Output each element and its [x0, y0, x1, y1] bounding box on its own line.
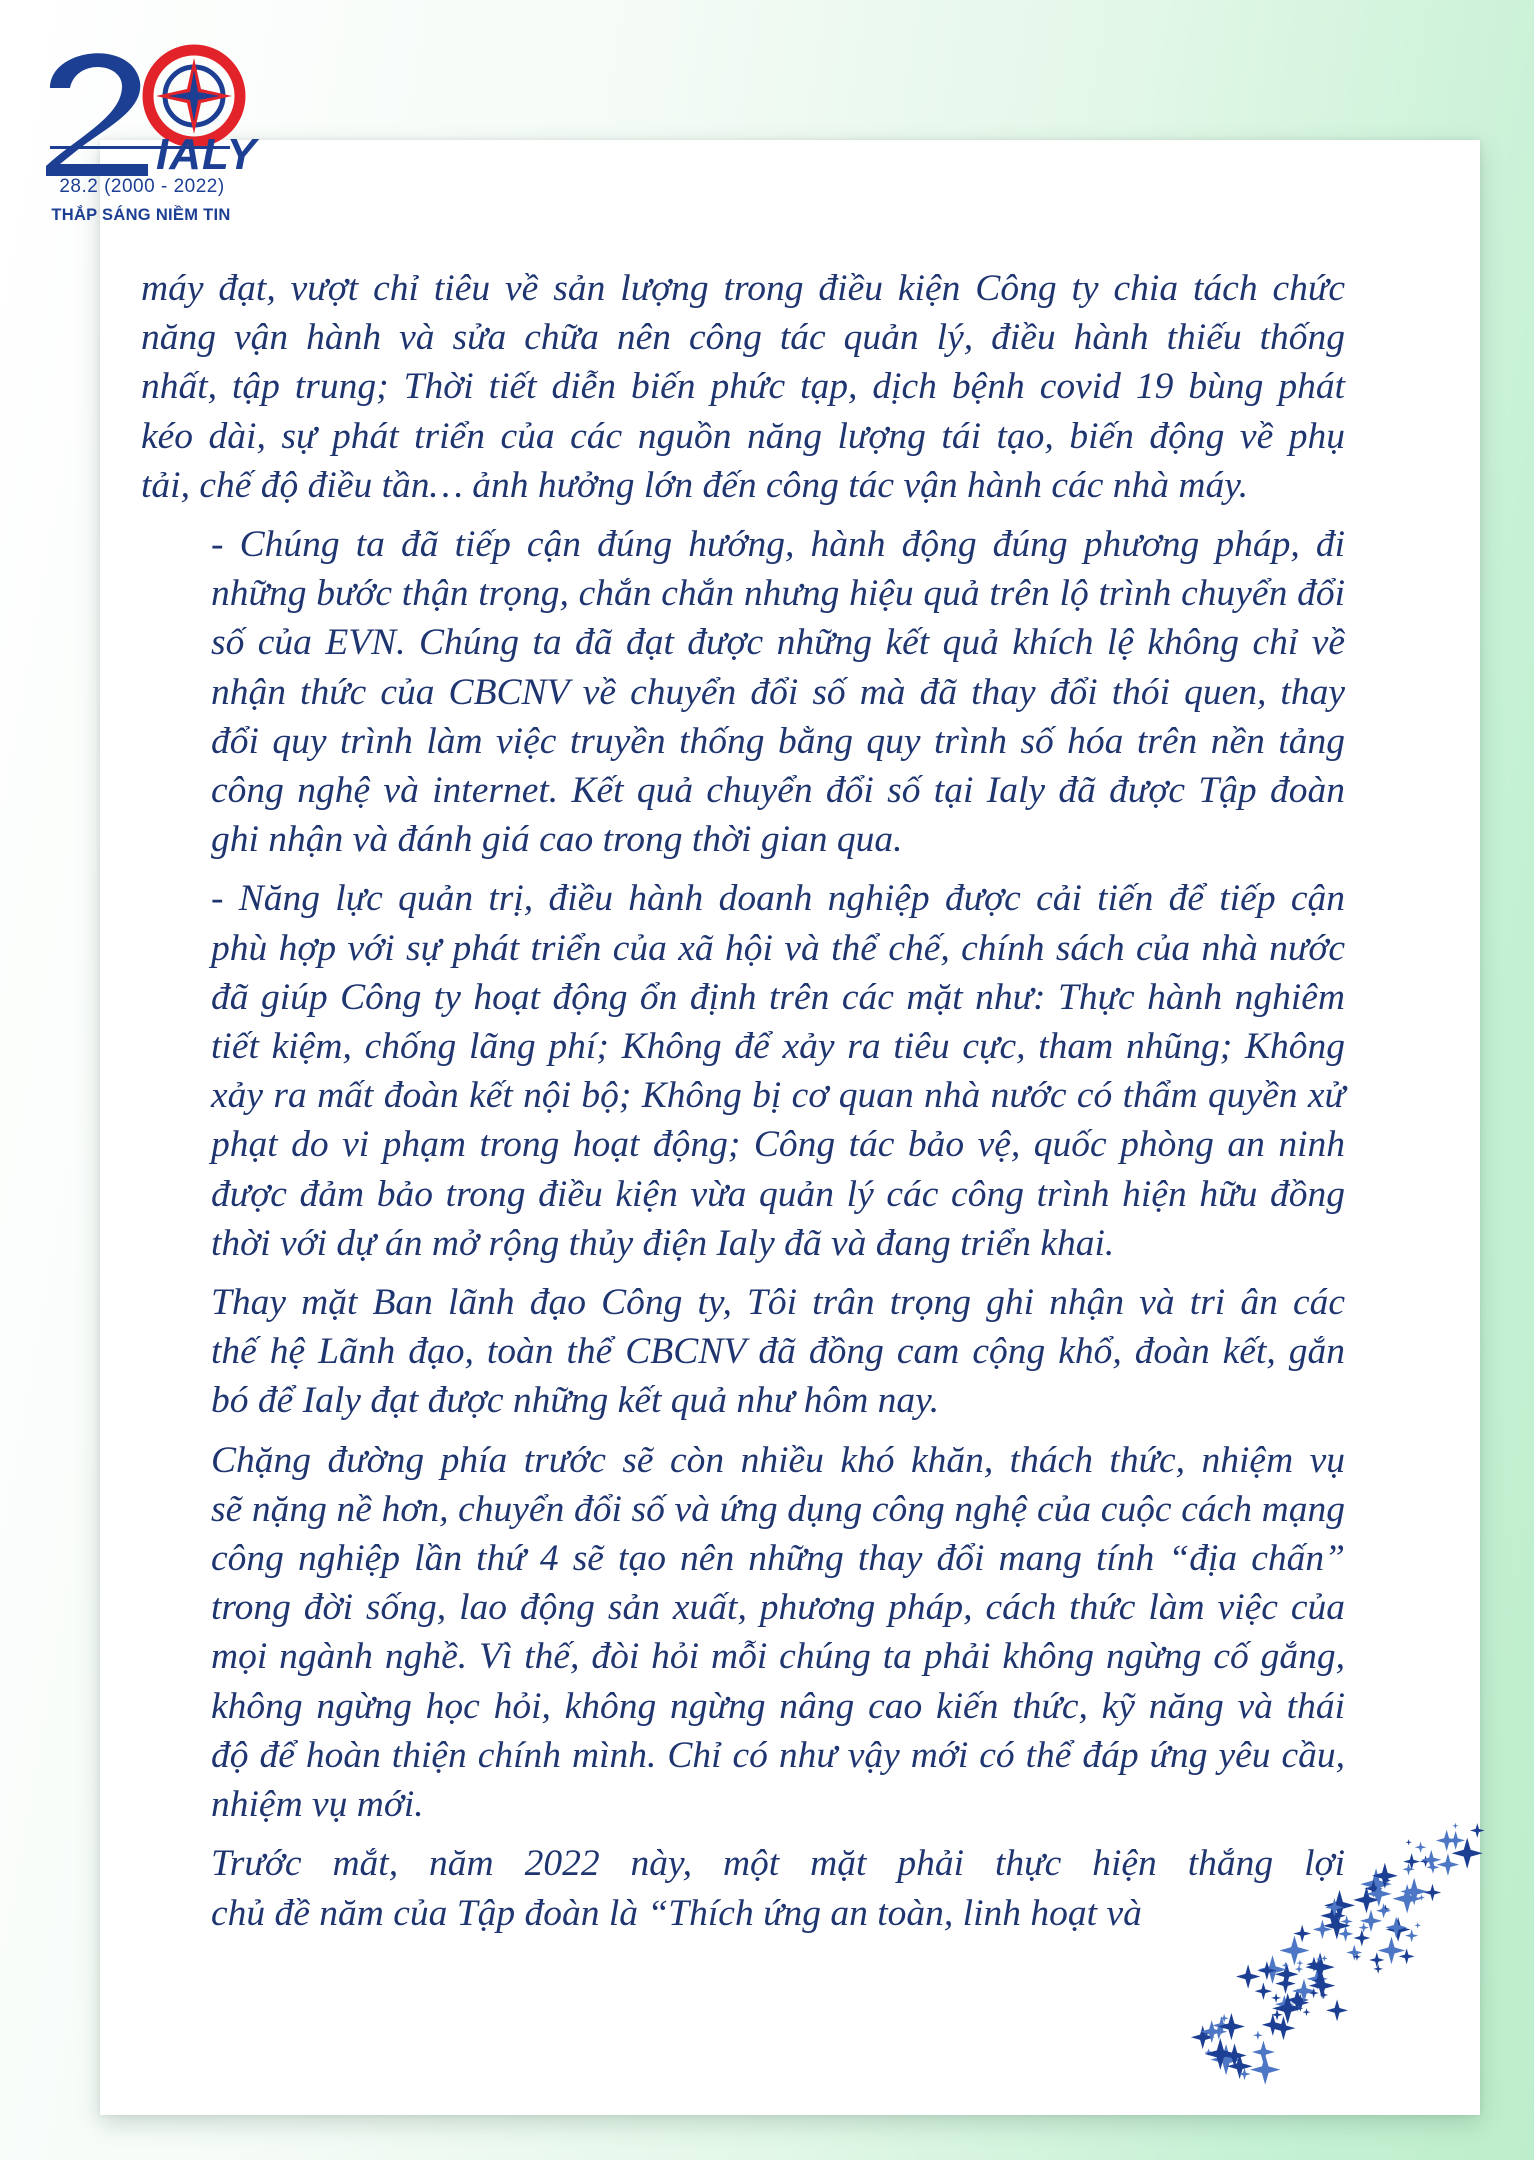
- sparkle-star-icon: [1414, 1922, 1421, 1929]
- text-line: máy đạt, vượt chỉ tiêu về sản lượng trong điều kiện Công ty chia tách chức: [141, 268, 1345, 309]
- text-line: đổi quy trình làm việc truyền thống bằng quy trình số hóa trên nền tảng: [211, 720, 1345, 762]
- text-line: tải, chế độ điều tần… ảnh hưởng lớn đến công tác vận hành các nhà máy.: [141, 464, 1249, 506]
- sparkle-star-icon: [1253, 2030, 1263, 2040]
- sparkle-star-icon: [1358, 1922, 1368, 1932]
- text-line: ghi nhận và đánh giá cao trong thời gian qua.: [211, 819, 903, 861]
- paragraph: [141, 1278, 1345, 1426]
- sparkle-star-icon: [1353, 1930, 1370, 1947]
- text-line: công nghệ và internet. Kết quả chuyển đổi số tại Ialy đã được Tập đoàn: [211, 770, 1345, 812]
- text-line: phạt do vi phạm trong hoạt động; Công tác bảo vệ, quốc phòng an ninh: [211, 1124, 1345, 1166]
- text-line: mọi ngành nghề. Vì thế, đòi hỏi mỗi chúng ta phải không ngừng cố gắng,: [211, 1636, 1345, 1678]
- sparkle-star-icon: [1302, 2008, 1310, 2016]
- text-line: chủ đề năm của Tập đoàn là “Thích ứng an toàn, linh hoạt và: [211, 1892, 1142, 1934]
- text-line: không ngừng học hỏi, không ngừng nâng cao kiến thức, kỹ năng và thái: [211, 1685, 1345, 1727]
- sparkle-star-icon: [1295, 1965, 1304, 1974]
- text-line: thời với dự án mở rộng thủy điện Ialy đã và đang triển khai.: [211, 1222, 1115, 1264]
- sparkle-star-icon: [1293, 1925, 1311, 1943]
- text-line: Thay mặt Ban lãnh đạo Công ty, Tôi trân trọng ghi nhận và tri ân các: [211, 1282, 1345, 1324]
- text-line: nhất, tập trung; Thời tiết diễn biến phức tạp, dịch bệnh covid 19 bùng phát: [141, 366, 1345, 408]
- sparkle-star-icon: [1385, 1917, 1407, 1939]
- text-line: trong đời sống, lao động sản xuất, phương pháp, cách thức làm việc của: [211, 1587, 1345, 1629]
- sparkle-star-icon: [1210, 2044, 1241, 2075]
- text-line: những bước thận trọng, chắn chắn nhưng hiệu quả trên lộ trình chuyển đổi: [211, 573, 1345, 615]
- sparkle-decoration-icon: [1190, 1815, 1490, 2085]
- logo-tagline: THẮP SÁNG NIỀM TIN: [51, 206, 231, 224]
- sparkle-star-icon: [1255, 1982, 1273, 2000]
- sparkle-star-icon: [1452, 1823, 1458, 1829]
- text-line: được đảm bảo trong điều kiện vừa quản lý các công trình hiện hữu đồng: [211, 1173, 1345, 1215]
- logo-date: 28.2 (2000 - 2022): [59, 176, 225, 197]
- sparkle-star-icon: [1218, 2013, 1245, 2040]
- sparkle-star-icon: [1405, 1929, 1418, 1942]
- paragraph: [141, 264, 1345, 510]
- sparkle-star-icon: [1346, 1945, 1362, 1961]
- sparkle-star-icon: [1262, 2014, 1284, 2036]
- text-line: năng vận hành và sửa chữa nên công tác quản lý, điều hành thiếu thống: [141, 317, 1345, 359]
- sparkle-star-icon: [1297, 1960, 1304, 1967]
- text-line: thế hệ Lãnh đạo, toàn thể CBCNV đã đồng cam cộng khổ, đoàn kết, gắn: [211, 1331, 1345, 1373]
- text-line: - Năng lực quản trị, điều hành doanh nghiệp được cải tiến để tiếp cận: [211, 878, 1345, 920]
- letter-body: [141, 264, 1345, 1948]
- text-line: đã giúp Công ty hoạt động ổn định trên các mặt như: Thực hành nghiêm: [211, 976, 1345, 1018]
- paragraph: [141, 874, 1345, 1268]
- text-line: nhiệm vụ mới.: [211, 1784, 424, 1826]
- sparkle-star-icon: [1421, 1850, 1441, 1870]
- sparkle-star-icon: [1424, 1884, 1442, 1902]
- text-line: xảy ra mất đoàn kết nội bộ; Không bị cơ quan nhà nước có thẩm quyền xử: [211, 1075, 1345, 1117]
- sparkle-star-icon: [1369, 1952, 1384, 1967]
- paragraph: [141, 520, 1345, 864]
- sparkle-star-icon: [1305, 1952, 1335, 1982]
- sparkle-star-icon: [1373, 1964, 1383, 1974]
- sparkle-star-icon: [1252, 2041, 1275, 2064]
- sparkle-star-icon: [1271, 1993, 1281, 2003]
- anniversary-logo: [36, 30, 266, 250]
- paragraph: [141, 1436, 1345, 1830]
- text-line: phù hợp với sự phát triển của xã hội và thể chế, chính sách của nhà nước: [211, 927, 1345, 969]
- sparkle-star-icon: [1376, 1903, 1391, 1918]
- sparkle-star-icon: [1313, 1920, 1333, 1940]
- text-line: Chặng đường phía trước sẽ còn nhiều khó khăn, thách thức, nhiệm vụ: [211, 1439, 1345, 1481]
- text-line: kéo dài, sự phát triển của các nguồn năng lượng tái tạo, biến động về phụ: [141, 415, 1345, 457]
- logo-wordmark: IALY: [156, 130, 257, 179]
- sparkle-star-icon: [1279, 1935, 1309, 1965]
- sparkle-star-icon: [1418, 1894, 1425, 1901]
- sparkle-star-icon: [1271, 2016, 1295, 2040]
- text-line: - Chúng ta đã tiếp cận đúng hướng, hành động đúng phương pháp, đi: [211, 524, 1345, 566]
- sparkle-star-icon: [1403, 1853, 1420, 1870]
- text-line: Trước mắt, năm 2022 này, một mặt phải thực hiện thắng lợi: [211, 1843, 1345, 1885]
- sparkle-star-icon: [1392, 1884, 1421, 1913]
- sparkle-star-icon: [1470, 1823, 1485, 1838]
- sparkle-star-icon: [1326, 1999, 1348, 2021]
- sparkle-star-icon: [1437, 1853, 1459, 1875]
- sparkle-star-icon: [1446, 1831, 1465, 1850]
- text-line: tiết kiệm, chống lãng phí; Không để xảy ra tiêu cực, tham nhũng; Không: [211, 1026, 1345, 1068]
- sparkle-star-icon: [1250, 2055, 1280, 2085]
- text-line: nhận thức của CBCNV về chuyển đổi số mà đã thay đổi thói quen, thay: [211, 671, 1345, 713]
- text-line: sẽ nặng nề hơn, chuyển đổi số và ứng dụng công nghệ của cuộc cách mạng: [211, 1488, 1345, 1530]
- text-line: số của EVN. Chúng ta đã đạt được những kết quả khích lệ không chỉ về: [211, 622, 1345, 664]
- sparkle-star-icon: [1405, 1839, 1411, 1845]
- digit-two-shape: [46, 53, 148, 176]
- text-line: công nghiệp lần thứ 4 sẽ tạo nên những thay đổi mang tính “địa chấn”: [211, 1538, 1345, 1580]
- text-line: bó để Ialy đạt được những kết quả như hôm nay.: [211, 1380, 940, 1422]
- sparkle-star-icon: [1415, 1842, 1426, 1853]
- paragraph: [141, 1839, 1345, 1937]
- text-line: độ để hoàn thiện chính mình. Chỉ có như vậy mới có thể đáp ứng yêu cầu,: [211, 1734, 1345, 1776]
- sparkle-star-icon: [1236, 1964, 1260, 1988]
